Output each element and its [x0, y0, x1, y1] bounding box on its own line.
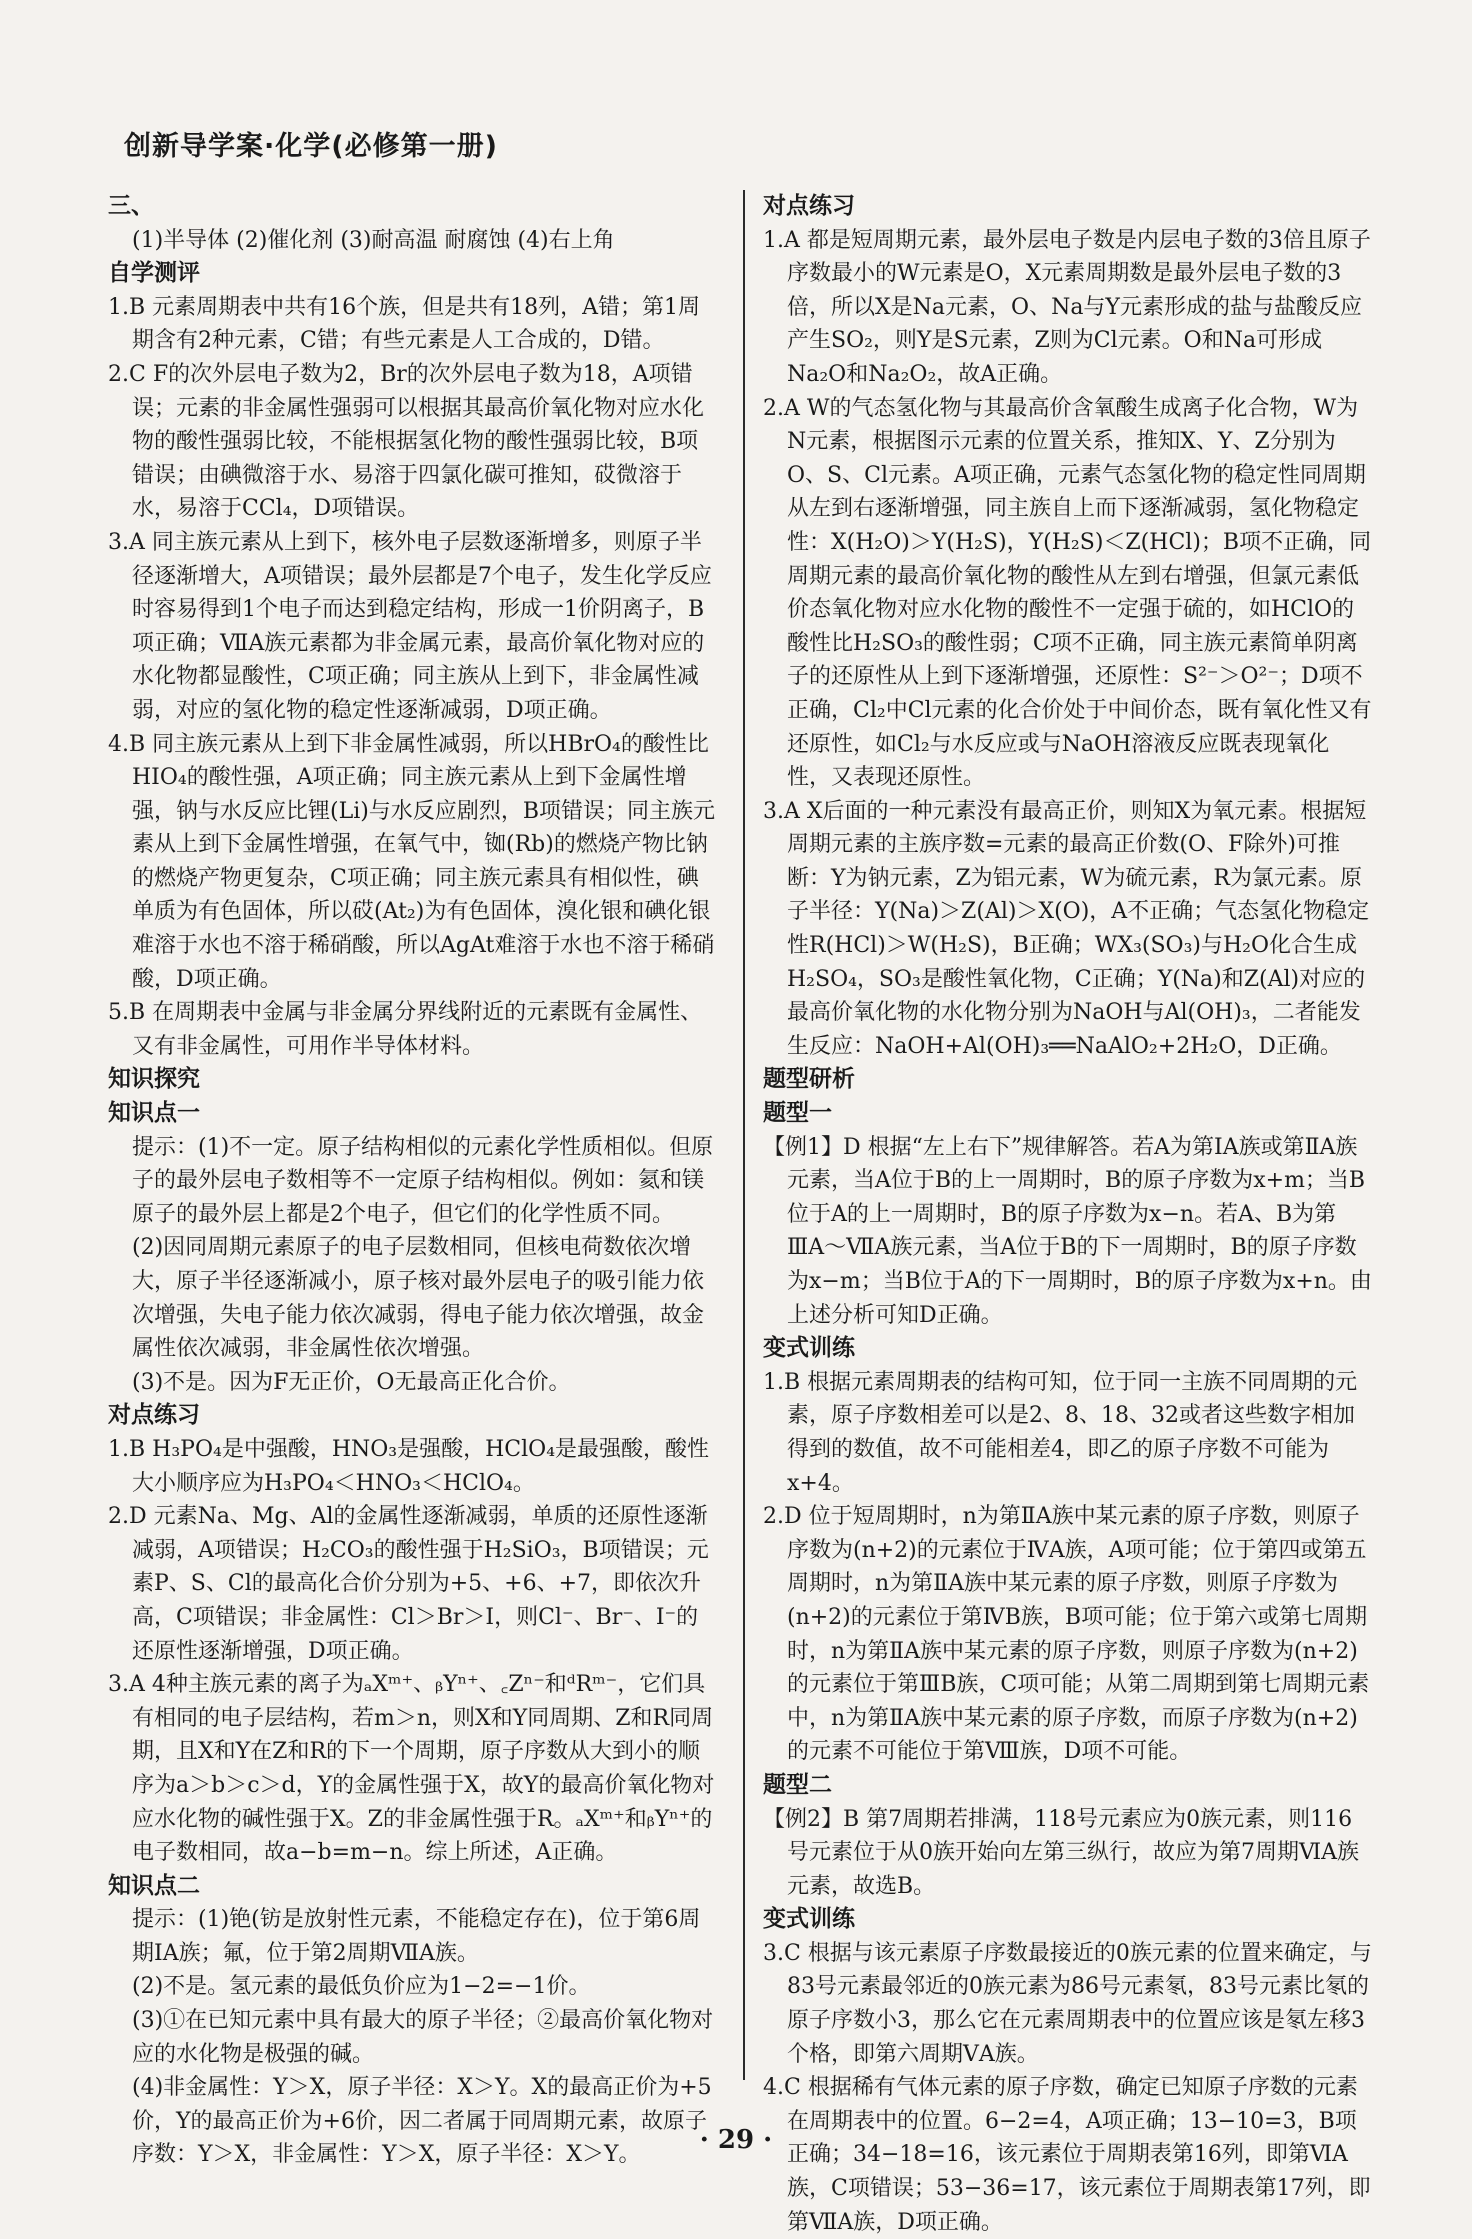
- answer-item: 1.A 都是短周期元素，最外层电子数是内层电子数的3倍且原子序数最小的W元素是O，X元素周期数是最外层电子数的3倍，所以X是Na元素，O、Na与Y元素形成的盐与盐酸反应产生SO₂，则Y是S元素，Z则为Cl元素。O和Na可形成Na₂O和Na₂O₂，故A正确。: [763, 227, 1371, 387]
- page-header: 创新导学案·化学(必修第一册): [124, 131, 498, 162]
- right-column: [763, 190, 1373, 2239]
- answer-note: (3)不是。因为F无正价，O无最高正化合价。: [132, 1369, 571, 1395]
- answer-item: 2.C F的次外层电子数为2，Br的次外层电子数为18，A项错误；元素的非金属性强弱可以根据其最高价氧化物对应水化物的酸性强弱比较，不能根据氢化物的酸性强弱比较，B项错误；由碘微溶于水、易溶于四氯化碳可推知，砹微溶于水，易溶于CCl₄，D项错误。: [108, 361, 705, 522]
- answer-note: (4)非金属性：Y＞X，原子半径：X＞Y。X的最高正价为+5价，Y的最高正价为+6价，因二者属于同周期元素，故原子序数：Y＞X，非金属性：Y＞X，原子半径：X＞Y。: [132, 2075, 712, 2168]
- answer-note: (3)①在已知元素中具有最大的原子半径；②最高价氧化物对应的水化物是极强的碱。: [132, 2008, 714, 2067]
- answer-item: 2.D 位于短周期时，n为第ⅡA族中某元素的原子序数，则原子序数为(n+2)的元素位于ⅣA族，A项可能；位于第四或第五周期时，n为第ⅡA族中某元素的原子序数，则原子序数为(n+2)的元素位于第ⅣB族，B项可能；位于第六或第七周期时，n为第ⅡA族中某元素的原子序数，则原子序数为(n+2)的元素位于第ⅢB族，C项可能；从第二周期到第七周期元素中，n为第ⅡA族中某元素的原子序数，而原子序数为(n+2)的元素不可能位于第Ⅷ族，D项不可能。: [763, 1504, 1370, 1765]
- section-heading: 三、: [108, 193, 154, 219]
- section-heading: 对点练习: [108, 1402, 200, 1429]
- answer-item: 2.A W的气态氢化物与其最高价含氧酸生成离子化合物，W为N元素，根据图示元素的位置关系，推知X、Y、Z分别为O、S、Cl元素。A项正确，元素气态氢化物的稳定性同周期从左到右逐渐增强，同主族自上而下逐渐减弱，氢化物稳定性：X(H₂O)＞Y(H₂S)，Y(H₂S)＜Z(HCl)；B项不正确，同周期元素的最高价氧化物的酸性从左到右增强，但氯元素低价态氧化物对应水化物的酸性不一定强于硫的，如HClO的酸性比H₂SO₃的酸性弱；C项不正确，同主族元素简单阴离子的还原性从上到下逐渐增强，还原性：S²⁻＞O²⁻；D项不正确，Cl₂中Cl元素的化合价处于中间价态，既有氧化性又有还原性，如Cl₂与水反应或与NaOH溶液反应既表现氧化性，又表现还原性。: [763, 395, 1372, 791]
- answer-item: 3.A 同主族元素从上到下，核外电子层数逐渐增多，则原子半径逐渐增大，A项错误；最外层都是7个电子，发生化学反应时容易得到1个电子而达到稳定结构，形成一1价阴离子，B项正确；ⅦA族元素都为非金属元素，最高价氧化物对应的水化物都显酸性，C项正确；同主族从上到下，非金属性减弱，对应的氢化物的稳定性逐渐减弱，D项正确。: [108, 529, 712, 723]
- section-heading: 知识点二: [108, 1872, 200, 1899]
- answer-item: 3.A X后面的一种元素没有最高正价，则知X为氧元素。根据短周期元素的主族序数=元素的最高正价数(O、F除外)可推断：Y为钠元素，Z为铝元素，W为硫元素，R为氯元素。原子半径：Y(Na)＞Z(Al)＞X(O)，A不正确；气态氢化物稳定性R(HCl)＞W(H₂S)，B正确；WX₃(SO₃)与H₂O化合生成H₂SO₄，SO₃是酸性氧化物，C正确；Y(Na)和Z(Al)对应的最高价氧化物的水化物分别为NaOH与Al(OH)₃，二者能发生反应：NaOH+Al(OH)₃══NaAlO₂+2H₂O，D正确。: [763, 798, 1370, 1059]
- answer-note: (2)因同周期元素原子的电子层数相同，但核电荷数依次增大，原子半径逐渐减小，原子核对最外层电子的吸引能力依次增强，失电子能力依次减弱，得电子能力依次增强，故金属性依次减弱，非金属性依次增强。: [132, 1235, 705, 1362]
- section-heading: 知识点一: [108, 1100, 200, 1127]
- answer-item: 4.B 同主族元素从上到下非金属性减弱，所以HBrO₄的酸性比HIO₄的酸性强，A项正确；同主族元素从上到下金属性增强，钠与水反应比锂(Li)与水反应剧烈，B项错误；同主族元素从上到下金属性增强，在氧气中，铷(Rb)的燃烧产物比钠的燃烧产物更复杂，C项正确；同主族元素具有相似性，碘单质为有色固体，所以砹(At₂)为有色固体，溴化银和碘化银难溶于水也不溶于稀硝酸，所以AgAt难溶于水也不溶于稀硝酸，D项正确。: [108, 731, 715, 992]
- answer-item: 3.C 根据与该元素原子序数最接近的0族元素的位置来确定，与83号元素最邻近的0族元素为86号元素氡，83号元素比氡的原子序数小3，那么它在元素周期表中的位置应该是氡左移3个格，即第六周期ⅤA族。: [763, 1940, 1372, 2067]
- answer-note: (2)不是。氢元素的最低负价应为1−2=−1价。: [132, 1974, 591, 2000]
- answer-note: 提示：(1)铯(钫是放射性元素，不能稳定存在)，位于第6周期ⅠA族；氟，位于第2周期ⅦA族。: [132, 1907, 701, 1966]
- answer-item: 5.B 在周期表中金属与非金属分界线附近的元素既有金属性、又有非金属性，可用作半导体材料。: [108, 1000, 703, 1059]
- answer-item: 4.C 根据稀有气体元素的原子序数，确定已知原子序数的元素在周期表中的位置。6−2=4，A项正确；13−10=3，B项正确；34−18=16，该元素位于周期表第16列，即第ⅥA族，C项错误；53−36=17，该元素位于周期表第17列，即第ⅦA族，D项正确。: [763, 2075, 1371, 2235]
- answer-item: 1.B 元素周期表中共有16个族，但是共有18列，A错；第1周期含有2种元素，C错；有些元素是人工合成的，D错。: [108, 294, 701, 354]
- section-heading: 变式训练: [763, 1335, 855, 1362]
- section-heading: 题型二: [763, 1771, 832, 1798]
- answer-item: 1.B H₃PO₄是中强酸，HNO₃是强酸，HClO₄是最强酸，酸性大小顺序应为H₃PO₄＜HNO₃＜HClO₄。: [108, 1436, 710, 1496]
- answer-item: 3.A 4种主族元素的离子为ₐXᵐ⁺、ᵦYⁿ⁺、꜀Zⁿ⁻和ᵈRᵐ⁻，它们具有相同的电子层结构，若m＞n，则X和Y同周期、Z和R同周期，且X和Y在Z和R的下一个周期，原子序数从大到小的顺序为a＞b＞c＞d，Y的金属性强于X，故Y的最高价氧化物对应水化物的碱性强于X。Z的非金属性强于R。ₐXᵐ⁺和ᵦYⁿ⁺的电子数相同，故a−b=m−n。综上所述，A正确。: [108, 1672, 715, 1866]
- column-divider: [743, 190, 745, 2080]
- answer-note: (1)半导体 (2)催化剂 (3)耐高温 耐腐蚀 (4)右上角: [132, 227, 615, 253]
- section-heading: 对点练习: [763, 193, 855, 219]
- section-heading: 变式训练: [763, 1906, 855, 1933]
- answer-note: 提示：(1)不一定。原子结构相似的元素化学性质相似。但原子的最外层电子数相等不一定原子结构相似。例如：氦和镁原子的最外层上都是2个电子，但它们的化学性质不同。: [132, 1134, 714, 1227]
- answer-item: 1.B 根据元素周期表的结构可知，位于同一主族不同周期的元素，原子序数相差可以是2、8、18、32或者这些数字相加得到的数值，故不可能相差4，即乙的原子序数不可能为x+4。: [763, 1369, 1358, 1496]
- section-heading: 自学测评: [108, 260, 200, 287]
- section-heading: 题型一: [763, 1100, 832, 1127]
- answer-item: 【例2】B 第7周期若排满，118号元素应为0族元素，则116号元素位于从0族开始向左第三纵行，故应为第7周期ⅥA族元素，故选B。: [763, 1806, 1360, 1899]
- section-heading: 知识探究: [108, 1066, 200, 1093]
- section-heading: 题型研析: [763, 1066, 855, 1093]
- answer-item: 【例1】D 根据“左上右下”规律解答。若A为第ⅠA族或第ⅡA族元素，当A位于B的上一周期时，B的原子序数为x+m；当B位于A的上一周期时，B的原子序数为x−n。若A、B为第ⅢA～ⅦA族元素，当A位于B的下一周期时，B的原子序数为x−m；当B位于A的下一周期时，B的原子序数为x+n。由上述分析可知D正确。: [763, 1134, 1372, 1328]
- page-number: · 29 ·: [699, 2125, 773, 2155]
- left-column: [108, 190, 718, 2172]
- answer-item: 2.D 元素Na、Mg、Al的金属性逐渐减弱，单质的还原性逐渐减弱，A项错误；H₂CO₃的酸性强于H₂SiO₃，B项错误；元素P、S、Cl的最高化合价分别为+5、+6、+7，即依次升高，C项错误；非金属性：Cl＞Br＞I，则Cl⁻、Br⁻、I⁻的还原性逐渐增强，D项正确。: [108, 1504, 709, 1664]
